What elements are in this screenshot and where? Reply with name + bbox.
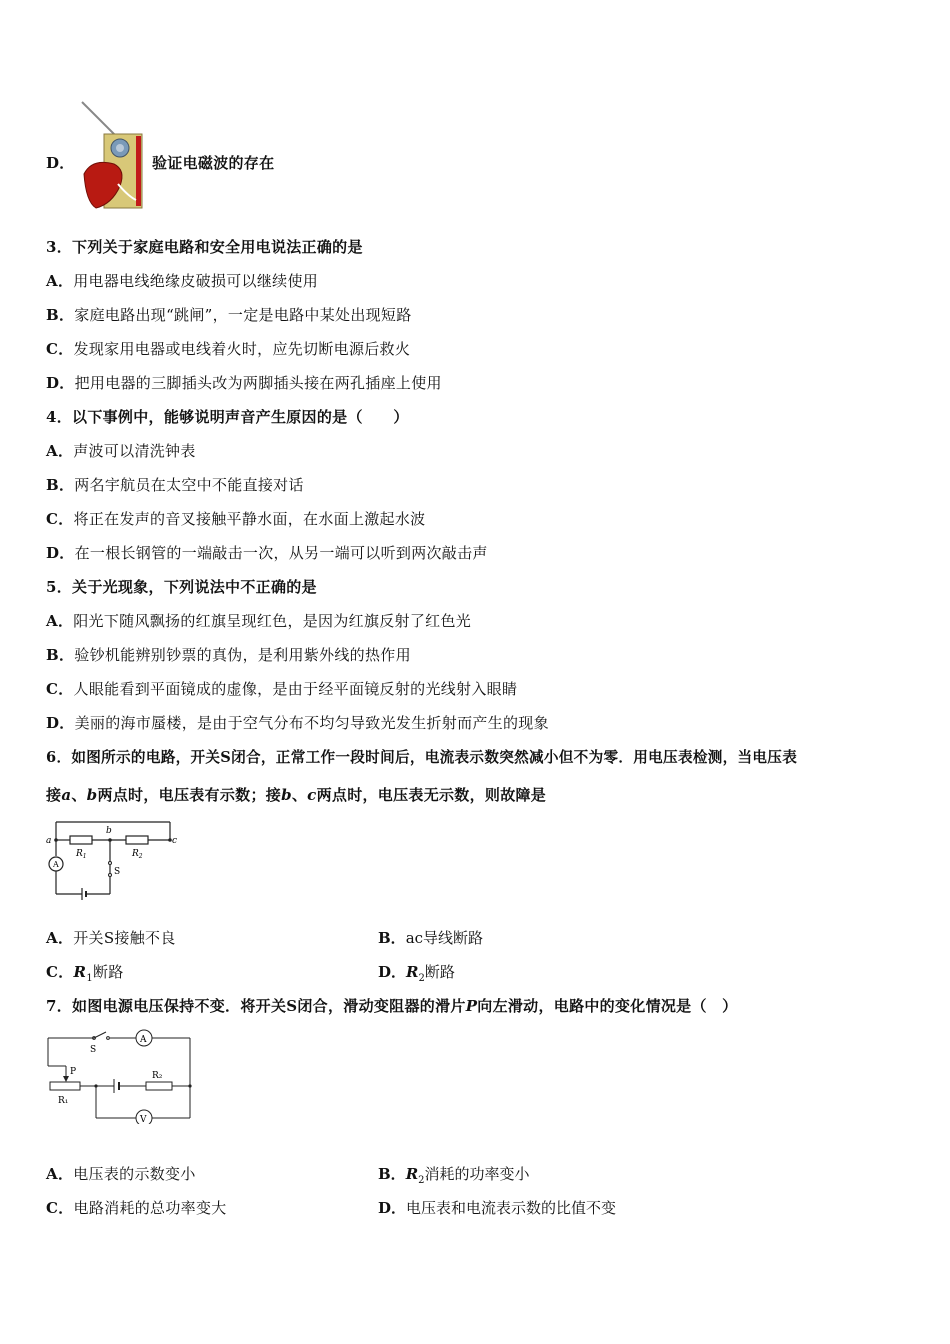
q5-option-a: A．阳光下随风飘扬的红旗呈现红色，是因为红旗反射了红色光 (46, 612, 472, 630)
q7-option-c: C．电路消耗的总功率变大 (46, 1199, 227, 1217)
switch-icon (94, 1032, 106, 1038)
r2-label: $R_2$ (132, 849, 143, 860)
q6-option-a: A．开关S接触不良 (46, 929, 176, 947)
resistor-r2 (146, 1082, 172, 1090)
q6-circuit-diagram (44, 818, 180, 904)
slider-label: P (70, 1067, 77, 1077)
q5-option-d: D．美丽的海市蜃楼，是由于空气分布不均匀导致光发生折射而产生的现象 (46, 714, 549, 732)
point-a-label: a (46, 836, 52, 846)
radio-hand-image (78, 100, 150, 214)
q3-stem: 3．下列关于家庭电路和安全用电说法正确的是 (46, 238, 363, 256)
option-label: D． (46, 154, 75, 172)
q6-option-d: D．$R_2$断路 (378, 963, 455, 984)
q5-stem: 5．关于光现象，下列说法中不正确的是 (46, 578, 317, 596)
q7-stem: 7．如图电源电压保持不变．将开关S闭合，滑动变阻器的滑片P向左滑动，电路中的变化情况是（ ） (46, 997, 738, 1015)
q4-option-a: A．声波可以清洗钟表 (46, 442, 196, 460)
q5-option-b: B．验钞机能辨别钞票的真伪，是利用紫外线的热作用 (46, 646, 411, 664)
r2-label: R₂ (152, 1071, 163, 1081)
r1-label: $R_1$ (76, 849, 87, 860)
switch-label: S (114, 867, 121, 877)
r1-label: R₁ (58, 1096, 69, 1106)
q6-stem-line2: 接a、b两点时，电压表有示数；接b、c两点时，电压表无示数，则故障是 (46, 786, 547, 804)
option-text: 验证电磁波的存在 (152, 154, 275, 172)
q4-option-b: B．两名宇航员在太空中不能直接对话 (46, 476, 304, 494)
q3-option-c: C．发现家用电器或电线着火时，应先切断电源后救火 (46, 340, 411, 358)
q4-option-c: C．将正在发声的音叉接触平静水面，在水面上激起水波 (46, 510, 426, 528)
q3-option-b: B．家庭电路出现“跳闸”，一定是电路中某处出现短路 (46, 306, 412, 324)
q6-option-c: C．$R_1$断路 (46, 963, 124, 984)
point-c-label: c (172, 836, 178, 846)
svg-text:A: A (140, 1035, 147, 1045)
q7-circuit-diagram (44, 1028, 194, 1124)
svg-text:A: A (53, 860, 59, 869)
q3-option-d: D．把用电器的三脚插头改为两脚插头接在两孔插座上使用 (46, 374, 442, 392)
resistor-r1 (70, 836, 92, 844)
q7-option-b: B．$R_2$消耗的功率变小 (378, 1165, 530, 1186)
q3-option-a: A．用电器电线绝缘皮破损可以继续使用 (46, 272, 319, 290)
rheostat-r1 (50, 1082, 80, 1090)
q6-option-b: B．ac导线断路 (378, 929, 484, 947)
q5-option-c: C．人眼能看到平面镜成的虚像，是由于经平面镜反射的光线射入眼睛 (46, 680, 518, 698)
q7-option-a: A．电压表的示数变小 (46, 1165, 196, 1183)
q6-stem-line1: 6．如图所示的电路，开关S闭合，正常工作一段时间后，电流表示数突然减小但不为零．用电压表检测，当电压表 (46, 749, 798, 766)
q4-stem: 4．以下事例中，能够说明声音产生原因的是（ ） (46, 408, 409, 426)
point-b-label: b (106, 826, 112, 836)
q4-option-d: D．在一根长钢管的一端敲击一次，从另一端可以听到两次敲击声 (46, 544, 488, 562)
switch-label: S (90, 1045, 97, 1055)
q7-option-d: D．电压表和电流表示数的比值不变 (378, 1199, 617, 1217)
svg-text:V: V (140, 1115, 147, 1124)
resistor-r2 (126, 836, 148, 844)
